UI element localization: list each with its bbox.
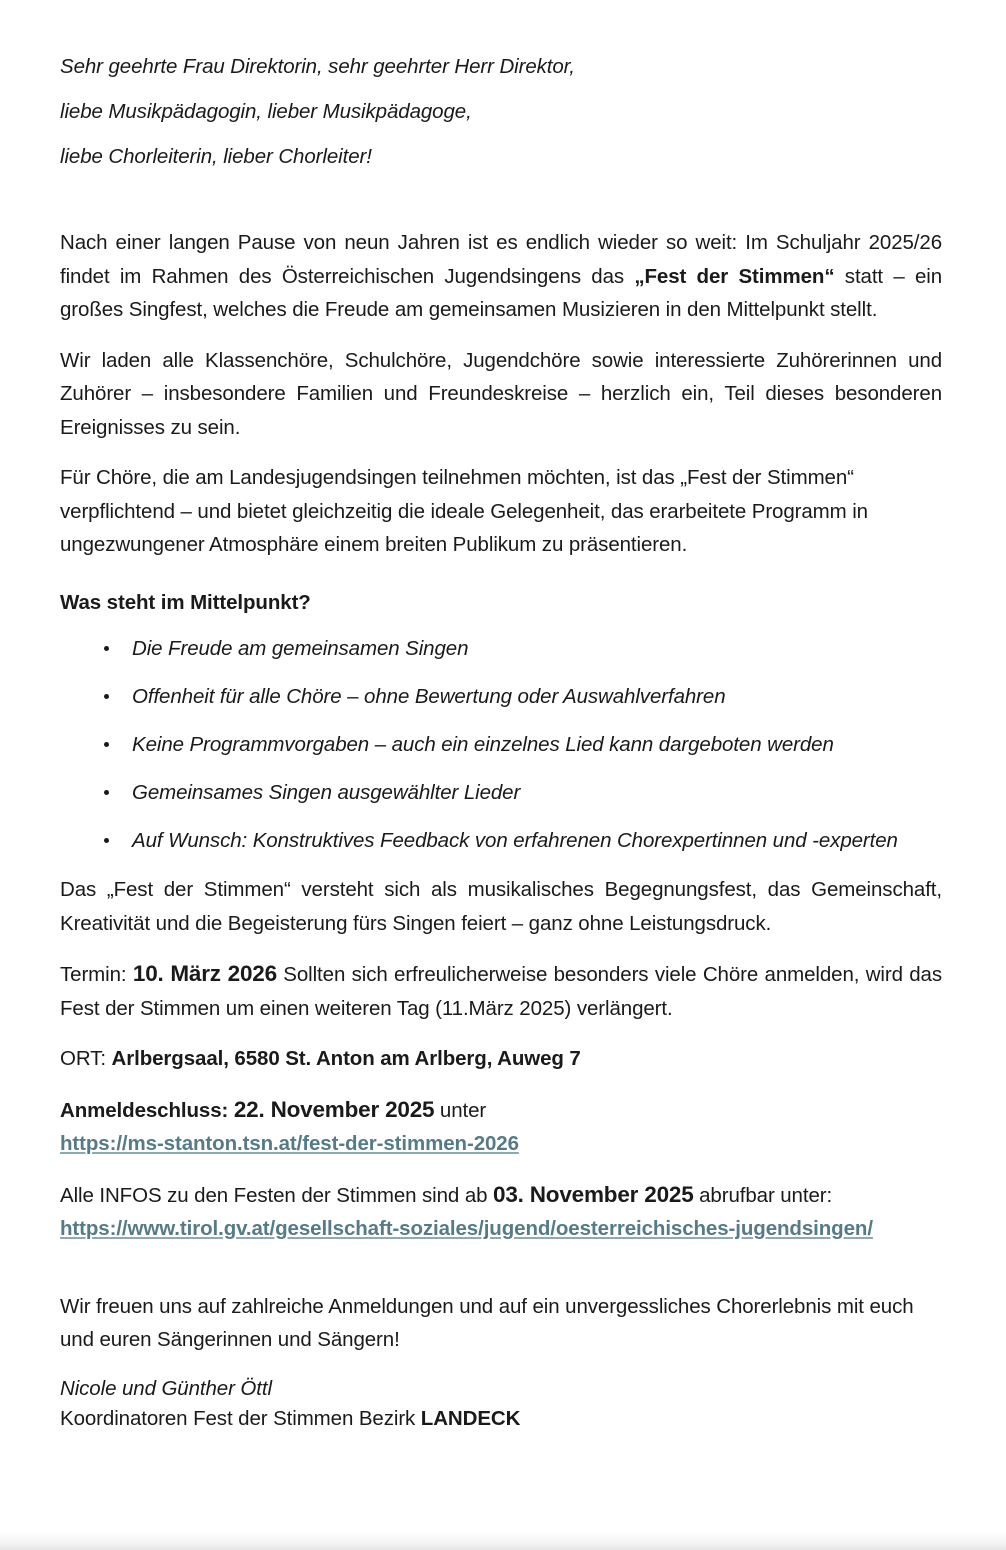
intro-text-part2: statt – ein großes Singfest, welches die Freude am gemeinsamen Musizieren in den Mittelpunkt stellt. — [60, 264, 942, 321]
termin-note: Sollten sich erfreulicherweise besonders viele Chöre anmelden, wird das Fest der Stimmen um einen weiteren Tag (11.März 2025) verlängert. — [60, 963, 943, 1020]
signature-names: Nicole und Günther Öttl — [60, 1376, 272, 1400]
signature-block — [60, 1374, 942, 1434]
location-value: Arlbergsaal, 6580 St. Anton am Arlberg, Auweg 7 — [111, 1047, 581, 1070]
termin-label: Termin: — [60, 963, 133, 986]
list-item-label: Keine Programmvorgaben – auch ein einzelnes Lied kann dargeboten werden — [132, 733, 834, 756]
deadline-paragraph — [60, 1093, 942, 1128]
deadline-date: 22. November 2025 — [233, 1096, 435, 1122]
bullet-dot-icon — [104, 646, 109, 651]
termin-paragraph — [60, 957, 942, 1025]
infos-date: 03. November 2025 — [493, 1181, 694, 1207]
page-bottom-shadow — [0, 1532, 1006, 1550]
signature-district: LANDECK — [420, 1406, 521, 1430]
intro-text-part1: Nach einer langen Pause von neun Jahren ist es endlich wieder so weit: Im Schuljahr 2025/26 findet im Rahmen des Österreichischen Jugendsingens das — [60, 231, 942, 288]
salutation-line-2: liebe Musikpädagogin, lieber Musikpädagoge, — [60, 100, 472, 123]
infos-suffix: abrufbar unter: — [693, 1183, 833, 1207]
list-item-label: Gemeinsames Singen ausgewählter Lieder — [132, 781, 521, 804]
obligation-paragraph: Für Chöre, die am Landesjugendsingen teilnehmen möchten, ist das „Fest der Stimmen“ verpflichtend – und bietet gleichzeitig die ideale Gelegenheit, das erarbeitete Programm in ungezwungener Atmosphäre einem breiten Publikum zu präsentieren. — [60, 466, 868, 556]
bullet-dot-icon — [104, 742, 109, 747]
infos-link-paragraph — [60, 1212, 942, 1246]
event-name-bold: „Fest der Stimmen“ — [634, 264, 835, 288]
focus-heading: Was steht im Mittelpunkt? — [60, 590, 311, 614]
list-item-label: Die Freude am gemeinsamen Singen — [132, 637, 469, 660]
infos-prefix: Alle INFOS zu den Festen der Stimmen sind ab — [60, 1183, 494, 1207]
description-paragraph: Das „Fest der Stimmen“ versteht sich als musikalisches Begegnungsfest, das Gemeinschaft, Kreativität und die Begeisterung fürs Singen feiert – ganz ohne Leistungsdruck. — [60, 878, 942, 935]
list-item — [60, 729, 942, 761]
list-item — [60, 825, 942, 857]
list-item — [60, 681, 942, 713]
list-item — [60, 633, 942, 665]
registration-link-paragraph — [60, 1127, 942, 1161]
termin-date: 10. März 2026 — [132, 961, 277, 986]
list-item-label: Auf Wunsch: Konstruktives Feedback von erfahrenen Chorexpertinnen und -experten — [132, 829, 898, 852]
deadline-label: Anmeldeschluss: — [60, 1098, 234, 1122]
infos-paragraph — [60, 1178, 942, 1213]
list-item-label: Offenheit für alle Chöre – ohne Bewertung oder Auswahlverfahren — [132, 685, 726, 708]
invitation-paragraph: Wir laden alle Klassenchöre, Schulchöre, Jugendchöre sowie interessierte Zuhörerinnen und Zuhörer – insbesondere Familien und Freundeskreise – herzlich ein, Teil dieses besonderen Ereignisses zu sein. — [60, 348, 942, 439]
location-paragraph — [60, 1042, 942, 1076]
location-label: ORT: — [60, 1047, 112, 1070]
salutation-block — [60, 0, 942, 179]
list-item — [60, 777, 942, 809]
deadline-suffix: unter — [434, 1098, 487, 1122]
bullet-dot-icon — [104, 838, 109, 843]
signature-role-prefix: Koordinatoren Fest der Stimmen Bezirk — [60, 1406, 421, 1430]
signature-role — [60, 1404, 942, 1434]
closing-paragraph: Wir freuen uns auf zahlreiche Anmeldungen und auf ein unvergessliches Chorerlebnis mit euch und euren Sängerinnen und Sängern! — [60, 1294, 914, 1351]
bullet-dot-icon — [104, 694, 109, 699]
infos-url-link[interactable]: https://www.tirol.gv.at/gesellschaft-soziales/jugend/oesterreichisches-jugendsingen/ — [60, 1217, 873, 1240]
registration-url-link[interactable]: https://ms-stanton.tsn.at/fest-der-stimmen-2026 — [60, 1132, 519, 1155]
bullet-dot-icon — [104, 790, 109, 795]
intro-paragraph — [60, 226, 942, 327]
salutation-line-1: Sehr geehrte Frau Direktorin, sehr geehrter Herr Direktor, — [60, 55, 575, 78]
salutation-line-3: liebe Chorleiterin, lieber Chorleiter! — [60, 145, 372, 168]
document-body — [60, 0, 942, 1434]
section-spacer — [60, 1246, 942, 1290]
focus-points-list — [60, 633, 942, 857]
